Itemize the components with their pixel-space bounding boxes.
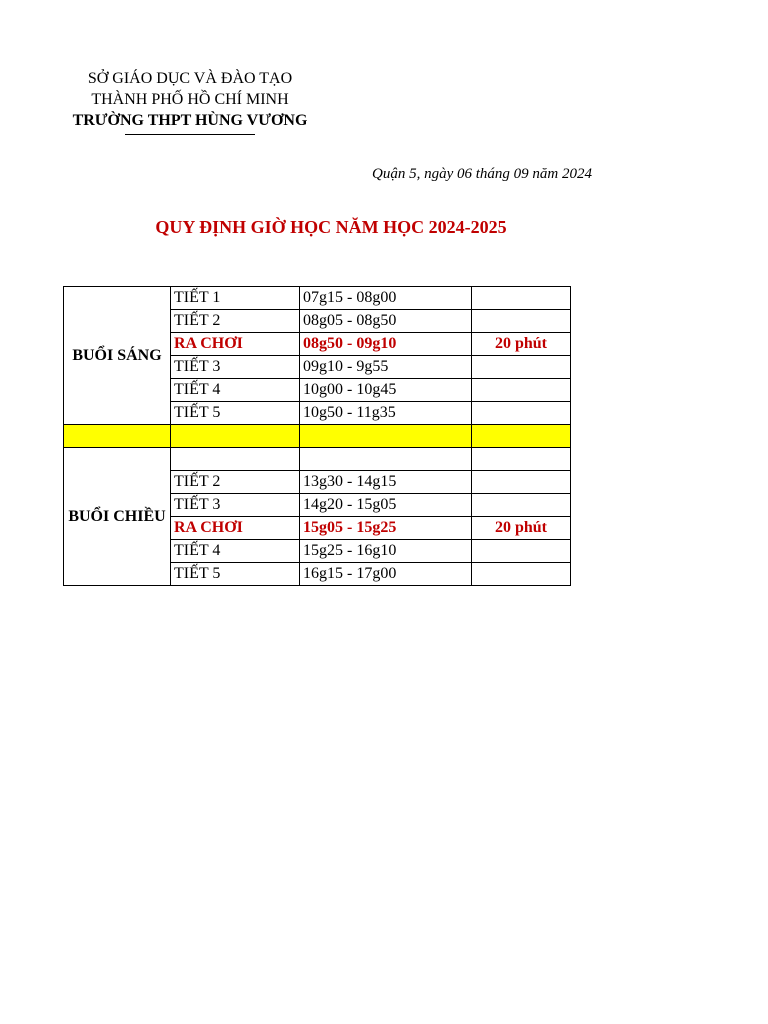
period-cell: TIẾT 4 <box>171 379 300 402</box>
empty-cell <box>64 425 171 448</box>
note-cell <box>472 471 571 494</box>
school-name: TRƯỜNG THPT HÙNG VƯƠNG <box>72 112 308 129</box>
time-cell: 13g30 - 14g15 <box>300 471 472 494</box>
note-cell <box>472 563 571 586</box>
time-cell: 15g05 - 15g25 <box>300 517 472 540</box>
document-header <box>60 68 320 135</box>
session-afternoon: BUỔI CHIỀU <box>64 448 171 586</box>
time-cell: 10g50 - 11g35 <box>300 402 472 425</box>
time-cell: 15g25 - 16g10 <box>300 540 472 563</box>
period-cell <box>171 448 300 471</box>
document-title: QUY ĐỊNH GIỜ HỌC NĂM HỌC 2024-2025 <box>155 217 507 237</box>
note-cell <box>472 494 571 517</box>
empty-cell <box>472 425 571 448</box>
department-name: SỞ GIÁO DỤC VÀ ĐÀO TẠO <box>87 70 293 87</box>
note-cell <box>472 402 571 425</box>
note-cell <box>472 287 571 310</box>
document-date: Quận 5, ngày 06 tháng 09 năm 2024 <box>372 166 592 182</box>
note-cell <box>472 379 571 402</box>
session-morning: BUỔI SÁNG <box>64 287 171 425</box>
note-cell: 20 phút <box>472 333 571 356</box>
empty-cell <box>171 425 300 448</box>
period-cell: TIẾT 5 <box>171 563 300 586</box>
header-underline <box>125 134 255 135</box>
table-row <box>64 287 571 310</box>
time-cell: 07g15 - 08g00 <box>300 287 472 310</box>
note-cell <box>472 540 571 563</box>
note-cell <box>472 356 571 379</box>
time-cell: 16g15 - 17g00 <box>300 563 472 586</box>
time-cell: 09g10 - 9g55 <box>300 356 472 379</box>
table-row <box>64 448 571 471</box>
time-cell: 10g00 - 10g45 <box>300 379 472 402</box>
period-cell: TIẾT 2 <box>171 310 300 333</box>
city-name: THÀNH PHỐ HỒ CHÍ MINH <box>91 91 289 108</box>
period-cell: TIẾT 2 <box>171 471 300 494</box>
time-cell: 08g50 - 09g10 <box>300 333 472 356</box>
note-cell <box>472 310 571 333</box>
period-cell: TIẾT 3 <box>171 356 300 379</box>
time-cell: 14g20 - 15g05 <box>300 494 472 517</box>
note-cell: 20 phút <box>472 517 571 540</box>
time-cell: 08g05 - 08g50 <box>300 310 472 333</box>
period-cell: RA CHƠI <box>171 517 300 540</box>
note-cell <box>472 448 571 471</box>
highlight-separator-row <box>64 425 571 448</box>
time-cell <box>300 448 472 471</box>
schedule-table <box>63 286 571 586</box>
empty-cell <box>300 425 472 448</box>
period-cell: TIẾT 1 <box>171 287 300 310</box>
period-cell: TIẾT 4 <box>171 540 300 563</box>
period-cell: TIẾT 5 <box>171 402 300 425</box>
period-cell: RA CHƠI <box>171 333 300 356</box>
period-cell: TIẾT 3 <box>171 494 300 517</box>
